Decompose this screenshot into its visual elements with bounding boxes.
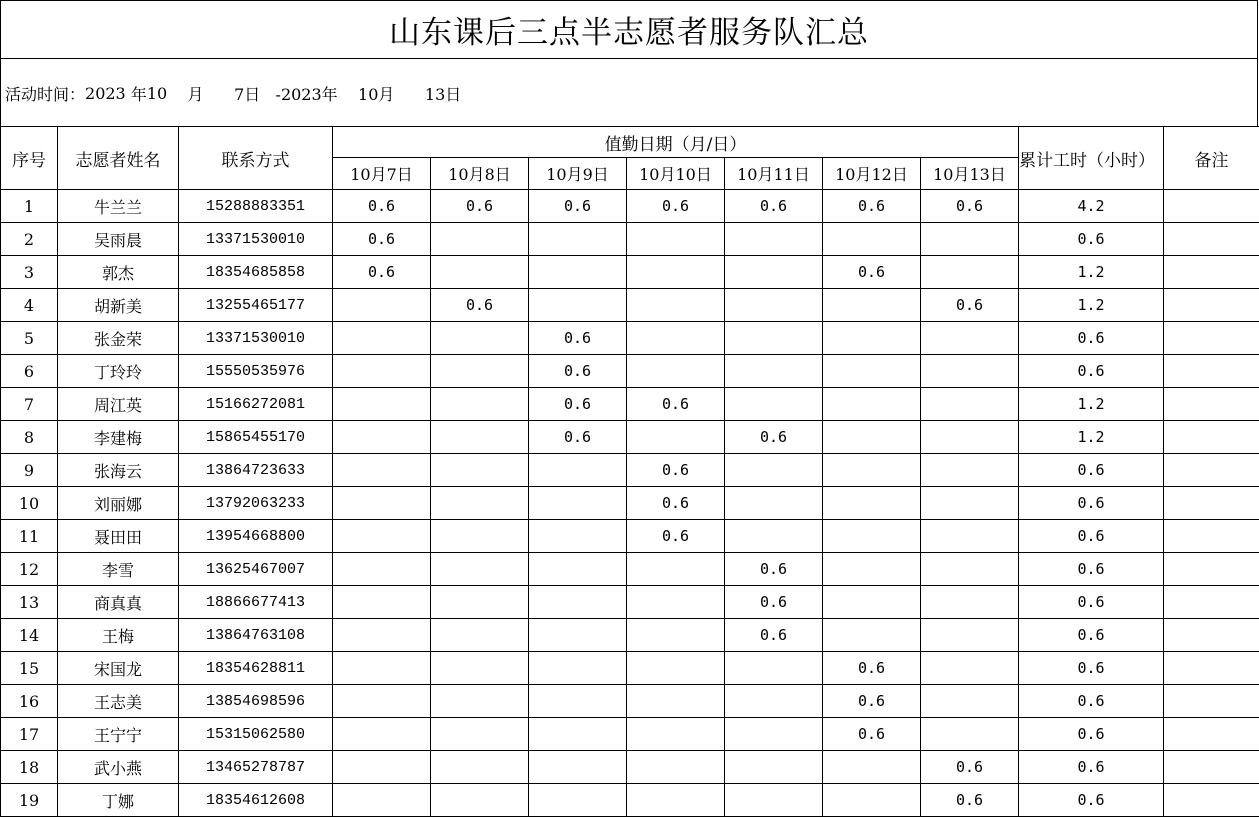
cell-remark[interactable] — [1164, 454, 1259, 487]
cell-hours[interactable] — [823, 388, 921, 421]
cell-hours[interactable] — [431, 223, 529, 256]
table-row — [1, 619, 1259, 652]
cell-hours[interactable] — [823, 553, 921, 586]
cell-hours[interactable] — [333, 388, 431, 421]
cell-phone[interactable]: 13792063233 — [179, 487, 333, 520]
cell-remark[interactable] — [1164, 223, 1259, 256]
cell-name[interactable]: 宋国龙 — [58, 652, 179, 685]
cell-remark[interactable] — [1164, 784, 1259, 817]
cell-hours[interactable]: 0.6 — [627, 454, 725, 487]
cell-remark[interactable] — [1164, 256, 1259, 289]
cell-total[interactable]: 0.6 — [1019, 685, 1164, 718]
table-row — [1, 223, 1259, 256]
cell-hours[interactable]: 0.6 — [529, 355, 627, 388]
cell-hours[interactable] — [921, 718, 1019, 751]
cell-hours[interactable] — [725, 256, 823, 289]
cell-hours[interactable] — [823, 322, 921, 355]
cell-hours[interactable] — [333, 553, 431, 586]
cell-hours[interactable] — [823, 520, 921, 553]
cell-hours[interactable] — [627, 619, 725, 652]
month-char: 月 — [187, 84, 204, 104]
cell-hours[interactable]: 0.6 — [333, 256, 431, 289]
cell-remark[interactable] — [1164, 751, 1259, 784]
date-separator: -2023年 — [275, 84, 338, 104]
cell-hours[interactable] — [333, 289, 431, 322]
cell-hours[interactable] — [431, 520, 529, 553]
cell-hours[interactable]: 0.6 — [627, 388, 725, 421]
cell-seq[interactable]: 14 — [1, 619, 58, 652]
cell-hours[interactable] — [529, 553, 627, 586]
cell-hours[interactable]: 0.6 — [823, 718, 921, 751]
cell-hours[interactable] — [431, 421, 529, 454]
cell-name[interactable]: 张海云 — [58, 454, 179, 487]
cell-hours[interactable] — [333, 586, 431, 619]
cell-hours[interactable] — [921, 520, 1019, 553]
header-total-hours[interactable]: 累计工时（小时） — [1019, 127, 1164, 190]
start-month: 10 — [146, 83, 168, 103]
cell-hours[interactable]: 0.6 — [333, 223, 431, 256]
cell-hours[interactable] — [627, 289, 725, 322]
cell-hours[interactable] — [921, 619, 1019, 652]
cell-hours[interactable] — [921, 553, 1019, 586]
cell-hours[interactable]: 0.6 — [627, 190, 725, 223]
cell-seq[interactable]: 18 — [1, 751, 58, 784]
activity-time-label: 活动时间： — [5, 84, 86, 104]
cell-phone[interactable]: 15166272081 — [179, 388, 333, 421]
cell-seq[interactable]: 1 — [1, 190, 58, 223]
cell-hours[interactable] — [627, 652, 725, 685]
cell-hours[interactable] — [431, 487, 529, 520]
cell-name[interactable]: 郭杰 — [58, 256, 179, 289]
cell-hours[interactable] — [725, 454, 823, 487]
year-char: 年 — [130, 84, 147, 104]
cell-hours[interactable]: 0.6 — [529, 388, 627, 421]
cell-remark[interactable] — [1164, 289, 1259, 322]
cell-hours[interactable] — [725, 652, 823, 685]
cell-seq[interactable]: 9 — [1, 454, 58, 487]
cell-hours[interactable] — [725, 322, 823, 355]
cell-hours[interactable] — [823, 751, 921, 784]
cell-hours[interactable] — [431, 685, 529, 718]
cell-hours[interactable]: 0.6 — [823, 190, 921, 223]
cell-total[interactable]: 1.2 — [1019, 256, 1164, 289]
cell-hours[interactable] — [823, 289, 921, 322]
cell-total[interactable]: 0.6 — [1019, 784, 1164, 817]
cell-hours[interactable] — [333, 421, 431, 454]
cell-hours[interactable] — [333, 520, 431, 553]
cell-hours[interactable] — [529, 487, 627, 520]
table-row — [1, 718, 1259, 751]
cell-name[interactable]: 李雪 — [58, 553, 179, 586]
header-date[interactable]: 10月13日 — [921, 158, 1019, 190]
cell-hours[interactable] — [529, 718, 627, 751]
cell-total[interactable]: 0.6 — [1019, 454, 1164, 487]
cell-seq[interactable]: 10 — [1, 487, 58, 520]
cell-hours[interactable] — [529, 520, 627, 553]
cell-phone[interactable]: 18354612608 — [179, 784, 333, 817]
cell-name[interactable]: 商真真 — [58, 586, 179, 619]
cell-name[interactable]: 周江英 — [58, 388, 179, 421]
cell-seq[interactable]: 7 — [1, 388, 58, 421]
header-date[interactable]: 10月10日 — [627, 158, 725, 190]
table-row — [1, 322, 1259, 355]
cell-hours[interactable] — [333, 685, 431, 718]
cell-hours[interactable] — [921, 388, 1019, 421]
cell-hours[interactable]: 0.6 — [725, 421, 823, 454]
table-row — [1, 553, 1259, 586]
cell-hours[interactable] — [725, 751, 823, 784]
cell-hours[interactable] — [529, 652, 627, 685]
cell-hours[interactable] — [529, 454, 627, 487]
cell-hours[interactable] — [333, 718, 431, 751]
cell-hours[interactable] — [627, 718, 725, 751]
cell-hours[interactable] — [529, 619, 627, 652]
cell-hours[interactable] — [921, 487, 1019, 520]
cell-seq[interactable]: 5 — [1, 322, 58, 355]
cell-remark[interactable] — [1164, 322, 1259, 355]
cell-phone[interactable]: 18354685858 — [179, 256, 333, 289]
header-date[interactable]: 10月7日 — [333, 158, 431, 190]
table-row — [1, 487, 1259, 520]
cell-phone[interactable]: 18866677413 — [179, 586, 333, 619]
header-date[interactable]: 10月12日 — [823, 158, 921, 190]
end-month: 10月 — [358, 84, 395, 104]
cell-name[interactable]: 丁玲玲 — [58, 355, 179, 388]
start-day: 7日 — [234, 84, 261, 104]
cell-hours[interactable] — [725, 784, 823, 817]
header-remarks[interactable]: 备注 — [1164, 127, 1259, 190]
cell-total[interactable]: 4.2 — [1019, 190, 1164, 223]
cell-seq[interactable]: 11 — [1, 520, 58, 553]
cell-hours[interactable] — [431, 256, 529, 289]
cell-remark[interactable] — [1164, 685, 1259, 718]
cell-phone[interactable]: 15315062580 — [179, 718, 333, 751]
cell-hours[interactable]: 0.6 — [921, 289, 1019, 322]
cell-hours[interactable] — [627, 223, 725, 256]
end-day: 13日 — [424, 84, 462, 104]
header-seq[interactable]: 序号 — [1, 127, 58, 190]
cell-remark[interactable] — [1164, 553, 1259, 586]
cell-hours[interactable] — [333, 355, 431, 388]
cell-hours[interactable]: 0.6 — [725, 586, 823, 619]
table-row — [1, 586, 1259, 619]
cell-hours[interactable] — [333, 619, 431, 652]
sheet-title[interactable]: 山东课后三点半志愿者服务队汇总 — [0, 0, 1258, 58]
cell-hours[interactable] — [529, 751, 627, 784]
cell-phone[interactable]: 18354628811 — [179, 652, 333, 685]
cell-remark[interactable] — [1164, 586, 1259, 619]
start-year: 2023 — [85, 83, 126, 103]
cell-phone[interactable]: 13255465177 — [179, 289, 333, 322]
cell-remark[interactable] — [1164, 388, 1259, 421]
cell-hours[interactable] — [921, 355, 1019, 388]
cell-name[interactable]: 丁娜 — [58, 784, 179, 817]
cell-seq[interactable]: 2 — [1, 223, 58, 256]
cell-phone[interactable]: 13864763108 — [179, 619, 333, 652]
header-contact[interactable]: 联系方式 — [179, 127, 333, 190]
cell-remark[interactable] — [1164, 355, 1259, 388]
cell-hours[interactable]: 0.6 — [921, 190, 1019, 223]
cell-hours[interactable] — [431, 355, 529, 388]
cell-phone[interactable]: 15288883351 — [179, 190, 333, 223]
cell-total[interactable]: 0.6 — [1019, 652, 1164, 685]
cell-remark[interactable] — [1164, 718, 1259, 751]
cell-hours[interactable] — [921, 421, 1019, 454]
cell-seq[interactable]: 4 — [1, 289, 58, 322]
cell-hours[interactable] — [529, 223, 627, 256]
cell-hours[interactable]: 0.6 — [823, 652, 921, 685]
cell-phone[interactable]: 13864723633 — [179, 454, 333, 487]
cell-total[interactable]: 0.6 — [1019, 487, 1164, 520]
cell-hours[interactable] — [431, 388, 529, 421]
cell-seq[interactable]: 15 — [1, 652, 58, 685]
cell-hours[interactable] — [627, 685, 725, 718]
cell-hours[interactable]: 0.6 — [725, 190, 823, 223]
cell-name[interactable]: 王志美 — [58, 685, 179, 718]
cell-hours[interactable] — [627, 322, 725, 355]
cell-name[interactable]: 吴雨晨 — [58, 223, 179, 256]
cell-hours[interactable] — [627, 586, 725, 619]
cell-hours[interactable] — [333, 751, 431, 784]
table-row — [1, 751, 1259, 784]
cell-hours[interactable] — [921, 586, 1019, 619]
cell-hours[interactable] — [823, 355, 921, 388]
cell-seq[interactable]: 12 — [1, 553, 58, 586]
cell-hours[interactable] — [431, 586, 529, 619]
volunteer-table — [0, 126, 1259, 817]
cell-hours[interactable] — [921, 223, 1019, 256]
cell-total[interactable]: 0.6 — [1019, 586, 1164, 619]
table-row — [1, 520, 1259, 553]
cell-hours[interactable] — [921, 256, 1019, 289]
cell-name[interactable]: 刘丽娜 — [58, 487, 179, 520]
cell-remark[interactable] — [1164, 190, 1259, 223]
cell-phone[interactable]: 15865455170 — [179, 421, 333, 454]
header-duty-dates[interactable]: 值勤日期（月/日） — [333, 127, 1019, 158]
cell-hours[interactable] — [431, 454, 529, 487]
activity-time-row[interactable] — [0, 58, 1258, 127]
cell-hours[interactable] — [333, 784, 431, 817]
cell-hours[interactable] — [725, 388, 823, 421]
cell-total[interactable]: 1.2 — [1019, 289, 1164, 322]
cell-phone[interactable]: 13371530010 — [179, 223, 333, 256]
cell-hours[interactable] — [921, 652, 1019, 685]
cell-hours[interactable]: 0.6 — [823, 256, 921, 289]
cell-hours[interactable] — [725, 289, 823, 322]
cell-phone[interactable]: 13854698596 — [179, 685, 333, 718]
cell-hours[interactable]: 0.6 — [431, 289, 529, 322]
cell-hours[interactable] — [823, 454, 921, 487]
cell-hours[interactable]: 0.6 — [921, 751, 1019, 784]
cell-hours[interactable] — [431, 619, 529, 652]
cell-total[interactable]: 0.6 — [1019, 718, 1164, 751]
cell-remark[interactable] — [1164, 421, 1259, 454]
table-row — [1, 190, 1259, 223]
cell-hours[interactable] — [431, 751, 529, 784]
cell-hours[interactable]: 0.6 — [431, 190, 529, 223]
cell-remark[interactable] — [1164, 520, 1259, 553]
cell-total[interactable]: 1.2 — [1019, 388, 1164, 421]
cell-total[interactable]: 1.2 — [1019, 421, 1164, 454]
cell-hours[interactable] — [627, 421, 725, 454]
cell-total[interactable]: 0.6 — [1019, 322, 1164, 355]
cell-hours[interactable] — [823, 784, 921, 817]
cell-hours[interactable] — [431, 784, 529, 817]
header-date[interactable]: 10月9日 — [529, 158, 627, 190]
header-name[interactable]: 志愿者姓名 — [58, 127, 179, 190]
cell-seq[interactable]: 6 — [1, 355, 58, 388]
cell-remark[interactable] — [1164, 619, 1259, 652]
header-date[interactable]: 10月11日 — [725, 158, 823, 190]
header-date[interactable]: 10月8日 — [431, 158, 529, 190]
cell-hours[interactable] — [823, 586, 921, 619]
cell-phone[interactable]: 13625467007 — [179, 553, 333, 586]
cell-hours[interactable] — [627, 553, 725, 586]
cell-hours[interactable] — [725, 487, 823, 520]
cell-hours[interactable] — [725, 718, 823, 751]
cell-phone[interactable]: 13371530010 — [179, 322, 333, 355]
cell-remark[interactable] — [1164, 487, 1259, 520]
cell-hours[interactable]: 0.6 — [823, 685, 921, 718]
cell-seq[interactable]: 19 — [1, 784, 58, 817]
cell-total[interactable]: 0.6 — [1019, 520, 1164, 553]
cell-hours[interactable] — [431, 553, 529, 586]
cell-name[interactable]: 胡新美 — [58, 289, 179, 322]
cell-seq[interactable]: 17 — [1, 718, 58, 751]
cell-hours[interactable] — [921, 685, 1019, 718]
cell-phone[interactable]: 13465278787 — [179, 751, 333, 784]
table-row — [1, 784, 1259, 817]
cell-seq[interactable]: 3 — [1, 256, 58, 289]
cell-seq[interactable]: 16 — [1, 685, 58, 718]
cell-hours[interactable] — [725, 355, 823, 388]
cell-total[interactable]: 0.6 — [1019, 751, 1164, 784]
cell-hours[interactable] — [529, 586, 627, 619]
cell-name[interactable]: 李建梅 — [58, 421, 179, 454]
cell-hours[interactable]: 0.6 — [627, 487, 725, 520]
cell-hours[interactable] — [431, 322, 529, 355]
cell-hours[interactable] — [823, 487, 921, 520]
cell-hours[interactable] — [921, 322, 1019, 355]
cell-hours[interactable] — [627, 355, 725, 388]
cell-hours[interactable] — [431, 718, 529, 751]
table-row — [1, 685, 1259, 718]
cell-seq[interactable]: 8 — [1, 421, 58, 454]
cell-phone[interactable]: 15550535976 — [179, 355, 333, 388]
table-row — [1, 355, 1259, 388]
table-row — [1, 652, 1259, 685]
cell-total[interactable]: 0.6 — [1019, 223, 1164, 256]
cell-hours[interactable] — [529, 784, 627, 817]
cell-hours[interactable]: 0.6 — [529, 322, 627, 355]
cell-name[interactable]: 张金荣 — [58, 322, 179, 355]
table-row — [1, 388, 1259, 421]
cell-total[interactable]: 0.6 — [1019, 355, 1164, 388]
cell-hours[interactable] — [627, 784, 725, 817]
cell-total[interactable]: 0.6 — [1019, 619, 1164, 652]
cell-total[interactable]: 0.6 — [1019, 553, 1164, 586]
cell-hours[interactable]: 0.6 — [725, 553, 823, 586]
cell-hours[interactable]: 0.6 — [529, 421, 627, 454]
table-row — [1, 289, 1259, 322]
table-row — [1, 421, 1259, 454]
cell-hours[interactable] — [823, 421, 921, 454]
cell-remark[interactable] — [1164, 652, 1259, 685]
cell-hours[interactable] — [333, 487, 431, 520]
cell-name[interactable]: 王宁宁 — [58, 718, 179, 751]
table-row — [1, 256, 1259, 289]
cell-hours[interactable] — [529, 289, 627, 322]
cell-hours[interactable] — [529, 685, 627, 718]
table-row — [1, 454, 1259, 487]
cell-hours[interactable] — [725, 223, 823, 256]
cell-hours[interactable]: 0.6 — [529, 190, 627, 223]
cell-hours[interactable] — [333, 454, 431, 487]
cell-name[interactable]: 武小燕 — [58, 751, 179, 784]
cell-phone[interactable]: 13954668800 — [179, 520, 333, 553]
cell-hours[interactable] — [431, 652, 529, 685]
cell-hours[interactable]: 0.6 — [333, 190, 431, 223]
cell-hours[interactable] — [333, 652, 431, 685]
cell-name[interactable]: 王梅 — [58, 619, 179, 652]
cell-hours[interactable]: 0.6 — [921, 784, 1019, 817]
cell-hours[interactable]: 0.6 — [627, 520, 725, 553]
cell-hours[interactable] — [725, 685, 823, 718]
cell-hours[interactable] — [823, 223, 921, 256]
cell-name[interactable]: 聂田田 — [58, 520, 179, 553]
cell-hours[interactable]: 0.6 — [725, 619, 823, 652]
cell-hours[interactable] — [627, 256, 725, 289]
cell-hours[interactable] — [725, 520, 823, 553]
cell-hours[interactable] — [823, 619, 921, 652]
cell-hours[interactable] — [333, 322, 431, 355]
cell-hours[interactable] — [529, 256, 627, 289]
cell-name[interactable]: 牛兰兰 — [58, 190, 179, 223]
cell-hours[interactable] — [627, 751, 725, 784]
cell-hours[interactable] — [921, 454, 1019, 487]
cell-seq[interactable]: 13 — [1, 586, 58, 619]
